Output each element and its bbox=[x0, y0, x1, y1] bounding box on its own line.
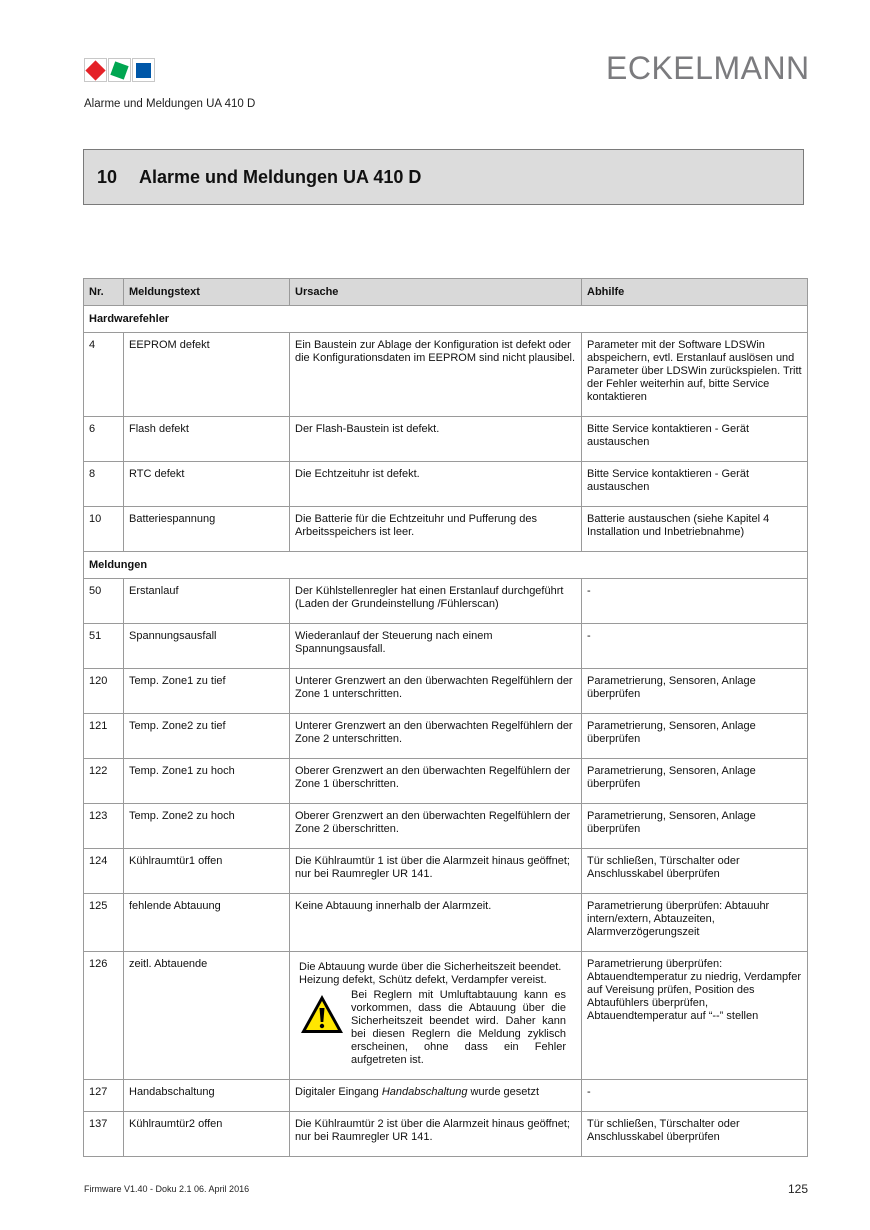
cell-ursache: Wiederanlauf der Steuerung nach einem Spannungsausfall. bbox=[290, 624, 582, 669]
cell-ursache: Die Batterie für die Echtzeituhr und Pufferung des Arbeitsspeichers ist leer. bbox=[290, 507, 582, 552]
warning-triangle-icon bbox=[295, 989, 351, 1067]
cell-nr: 6 bbox=[84, 417, 124, 462]
cell-meldung: Handabschaltung bbox=[124, 1080, 290, 1112]
cell-nr: 50 bbox=[84, 579, 124, 624]
table-row bbox=[84, 849, 808, 894]
table-row bbox=[84, 894, 808, 952]
cell-ursache: Unterer Grenzwert an den überwachten Regelfühlern der Zone 1 unterschritten. bbox=[290, 669, 582, 714]
column-header-meldungstext: Meldungstext bbox=[124, 279, 290, 306]
cell-meldung: Temp. Zone1 zu tief bbox=[124, 669, 290, 714]
cell-nr: 127 bbox=[84, 1080, 124, 1112]
chapter-heading bbox=[83, 149, 804, 205]
chapter-title: Alarme und Meldungen UA 410 D bbox=[139, 166, 422, 187]
cell-abhilfe: Batterie austauschen (siehe Kapitel 4 Installation und Inbetriebnahme) bbox=[582, 507, 808, 552]
table-row bbox=[84, 804, 808, 849]
cell-meldung: Flash defekt bbox=[124, 417, 290, 462]
cell-abhilfe: Tür schließen, Türschalter oder Anschlusskabel überprüfen bbox=[582, 1112, 808, 1157]
cell-meldung: zeitl. Abtauende bbox=[124, 952, 290, 1080]
cell-nr: 121 bbox=[84, 714, 124, 759]
cell-ursache: Keine Abtauung innerhalb der Alarmzeit. bbox=[290, 894, 582, 952]
logo-squares bbox=[84, 58, 156, 82]
cell-abhilfe: Tür schließen, Türschalter oder Anschlusskabel überprüfen bbox=[582, 849, 808, 894]
cell-ursache: Ein Baustein zur Ablage der Konfiguration ist defekt oder die Konfigurationsdaten im EEPROM sind nicht plausibel. bbox=[290, 333, 582, 417]
cell-ursache: Der Flash-Baustein ist defekt. bbox=[290, 417, 582, 462]
cell-meldung: RTC defekt bbox=[124, 462, 290, 507]
table-row bbox=[84, 579, 808, 624]
cell-nr: 51 bbox=[84, 624, 124, 669]
cell-nr: 4 bbox=[84, 333, 124, 417]
cell-abhilfe: Bitte Service kontaktieren - Gerät austauschen bbox=[582, 462, 808, 507]
ursache-text-pre: Digitaler Eingang bbox=[295, 1086, 382, 1098]
green-square-icon bbox=[110, 61, 128, 79]
cell-ursache: Der Kühlstellenregler hat einen Erstanlauf durchgeführt (Laden der Grundeinstellung /Fühlerscan) bbox=[290, 579, 582, 624]
cell-ursache: Unterer Grenzwert an den überwachten Regelfühlern der Zone 2 unterschritten. bbox=[290, 714, 582, 759]
cell-abhilfe: Parametrierung überprüfen: Abtauuhr intern/extern, Abtauzeiten, Alarmverzögerungszeit bbox=[582, 894, 808, 952]
cell-meldung: Kühlraumtür1 offen bbox=[124, 849, 290, 894]
cell-abhilfe: Parametrierung, Sensoren, Anlage überprüfen bbox=[582, 804, 808, 849]
cell-meldung: Temp. Zone2 zu hoch bbox=[124, 804, 290, 849]
section-row bbox=[84, 306, 808, 333]
cell-meldung: Batteriespannung bbox=[124, 507, 290, 552]
ursache-text: Die Abtauung wurde über die Sicherheitszeit beendet. Heizung defekt, Schütz defekt, Verdampfer vereist. bbox=[299, 961, 562, 986]
table-row bbox=[84, 714, 808, 759]
cell-meldung: Spannungsausfall bbox=[124, 624, 290, 669]
column-header-abhilfe: Abhilfe bbox=[582, 279, 808, 306]
running-head: Alarme und Meldungen UA 410 D bbox=[84, 98, 256, 110]
warning-text: Bei Reglern mit Umluftabtauung kann es vorkommen, dass die Abtauung über die Sicherheitszeit beendet wird. Daher kann bei diesen Reglern die Meldung zyklisch erscheinen, ohne dass ein Fehler aufgetreten ist. bbox=[351, 989, 566, 1066]
cell-meldung: Erstanlauf bbox=[124, 579, 290, 624]
red-diamond-icon bbox=[85, 60, 105, 80]
cell-nr: 125 bbox=[84, 894, 124, 952]
brand-logo: ECKELMANN bbox=[606, 50, 810, 86]
table-row bbox=[84, 417, 808, 462]
section-title-hardwarefehler: Hardwarefehler bbox=[84, 306, 808, 333]
cell-nr: 124 bbox=[84, 849, 124, 894]
section-row bbox=[84, 552, 808, 579]
cell-ursache bbox=[290, 952, 582, 1080]
cell-ursache: Oberer Grenzwert an den überwachten Regelfühlern der Zone 1 überschritten. bbox=[290, 759, 582, 804]
cell-meldung: Temp. Zone1 zu hoch bbox=[124, 759, 290, 804]
cell-meldung: Temp. Zone2 zu tief bbox=[124, 714, 290, 759]
cell-meldung: Kühlraumtür2 offen bbox=[124, 1112, 290, 1157]
cell-abhilfe: - bbox=[582, 1080, 808, 1112]
cell-ursache bbox=[290, 1080, 582, 1112]
column-header-nr: Nr. bbox=[84, 279, 124, 306]
table-row bbox=[84, 507, 808, 552]
ursache-text-emphasis: Handabschaltung bbox=[381, 1086, 468, 1098]
page-number: 125 bbox=[788, 1182, 809, 1196]
table-header-row bbox=[84, 279, 808, 306]
cell-nr: 10 bbox=[84, 507, 124, 552]
cell-ursache: Die Echtzeituhr ist defekt. bbox=[290, 462, 582, 507]
column-header-ursache: Ursache bbox=[290, 279, 582, 306]
cell-abhilfe: - bbox=[582, 624, 808, 669]
table-row bbox=[84, 759, 808, 804]
cell-ursache: Oberer Grenzwert an den überwachten Regelfühlern der Zone 2 überschritten. bbox=[290, 804, 582, 849]
cell-nr: 122 bbox=[84, 759, 124, 804]
cell-abhilfe: Parametrierung überprüfen: Abtauendtemperatur zu niedrig, Verdampfer auf Vereisung prüfen, Position des Abtaufühlers überprüfen, Abtauendtemperatur auf “--” stellen bbox=[582, 952, 808, 1080]
logo-red-cell bbox=[84, 58, 107, 82]
cell-abhilfe: Parametrierung, Sensoren, Anlage überprüfen bbox=[582, 759, 808, 804]
blue-square-icon bbox=[136, 63, 151, 78]
cell-ursache: Die Kühlraumtür 2 ist über die Alarmzeit hinaus geöffnet; nur bei Raumregler UR 141. bbox=[290, 1112, 582, 1157]
footer-version: Firmware V1.40 - Doku 2.1 06. April 2016 bbox=[84, 1184, 250, 1194]
cell-nr: 123 bbox=[84, 804, 124, 849]
table-row bbox=[84, 952, 808, 1080]
ursache-text-post: wurde gesetzt bbox=[467, 1086, 540, 1098]
logo-green-cell bbox=[108, 58, 131, 82]
cell-nr: 8 bbox=[84, 462, 124, 507]
cell-nr: 126 bbox=[84, 952, 124, 1080]
cell-abhilfe: Parameter mit der Software LDSWin abspeichern, evtl. Erstanlauf auslösen und Parameter über LDSWin zurückspielen. Tritt der Fehler weiterhin auf, bitte Service kontaktieren bbox=[582, 333, 808, 417]
alarm-table bbox=[83, 278, 808, 1157]
cell-meldung: EEPROM defekt bbox=[124, 333, 290, 417]
chapter-number: 10 bbox=[97, 166, 118, 187]
cell-abhilfe: - bbox=[582, 579, 808, 624]
table-row bbox=[84, 462, 808, 507]
table-row bbox=[84, 333, 808, 417]
table-row bbox=[84, 669, 808, 714]
section-title-meldungen: Meldungen bbox=[84, 552, 808, 579]
table-row bbox=[84, 1112, 808, 1157]
table-row bbox=[84, 624, 808, 669]
warning-note bbox=[295, 989, 576, 1067]
cell-ursache: Die Kühlraumtür 1 ist über die Alarmzeit hinaus geöffnet; nur bei Raumregler UR 141. bbox=[290, 849, 582, 894]
table-row bbox=[84, 1080, 808, 1112]
cell-abhilfe: Parametrierung, Sensoren, Anlage überprüfen bbox=[582, 714, 808, 759]
logo-blue-cell bbox=[132, 58, 155, 82]
cell-abhilfe: Bitte Service kontaktieren - Gerät austauschen bbox=[582, 417, 808, 462]
cell-nr: 137 bbox=[84, 1112, 124, 1157]
cell-meldung: fehlende Abtauung bbox=[124, 894, 290, 952]
cell-nr: 120 bbox=[84, 669, 124, 714]
cell-abhilfe: Parametrierung, Sensoren, Anlage überprüfen bbox=[582, 669, 808, 714]
